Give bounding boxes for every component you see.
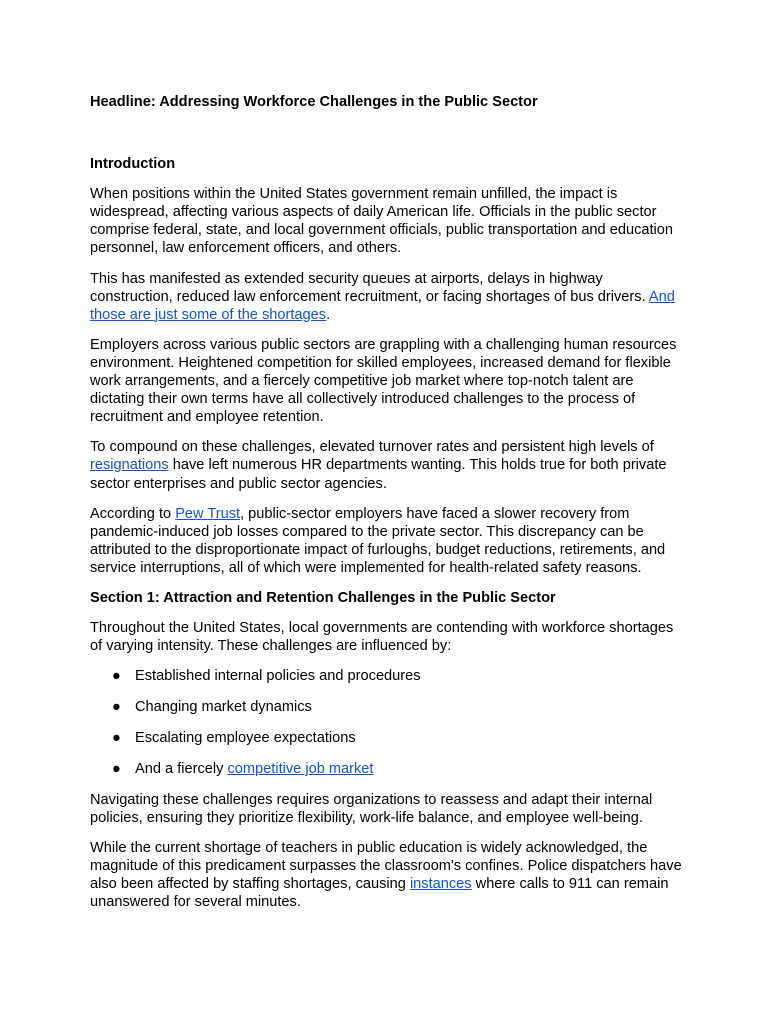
competitive-job-market-link[interactable]: competitive job market — [227, 760, 374, 777]
document-page — [90, 93, 686, 923]
paragraph-3: Employers across various public sectors are grappling with a challenging human resources environment. Heightened competition for skilled employees, increased demand for flexible work arrangements, and a fiercely competitive job market where top-notch talent are dictating their own terms have all collectively introduced challenges to the process of recruitment and employee retention. — [90, 336, 677, 426]
pew-trust-link[interactable]: Pew Trust — [175, 505, 241, 522]
paragraph-8-after: where calls to 911 can remain unanswered for several minutes. — [90, 876, 669, 911]
list-item — [90, 667, 686, 685]
list-item — [90, 698, 686, 716]
paragraph-2 — [90, 270, 686, 324]
list-item — [90, 729, 686, 747]
paragraph-4-before: To compound on these challenges, elevated turnover rates and persistent high levels of — [90, 439, 654, 456]
list-item-text: Established internal policies and procedures — [135, 668, 421, 685]
paragraph-1: When positions within the United States government remain unfilled, the impact is widespread, affecting various aspects of daily American life. Officials in the public sector comprise federal, state, and local government officials, public transportation and education personnel, law enforcement officers, and others. — [90, 186, 674, 257]
instances-link[interactable]: instances — [409, 876, 472, 893]
shortages-link[interactable]: And those are just some of the shortages — [90, 288, 675, 323]
paragraph-5-after: , public-sector employers have faced a slower recovery from pandemic-induced job losses compared to the private sector. This discrepancy can be attributed to the disproportionate impact of furloughs, budget reductions, retirements, and service interruptions, all of which were implemented for health-related safety reasons. — [90, 505, 666, 576]
bullet-icon: ● — [112, 699, 121, 716]
paragraph-4 — [90, 438, 686, 492]
paragraph-4-after: have left numerous HR departments wanting. This holds true for both private sector enterprises and public sector agencies. — [90, 457, 667, 492]
paragraph-8 — [90, 839, 686, 911]
bullet-icon: ● — [112, 668, 121, 685]
bullet-icon: ● — [112, 730, 121, 747]
introduction-heading: Introduction — [90, 156, 176, 173]
list-item — [90, 760, 686, 778]
paragraph-6: Throughout the United States, local governments are contending with workforce shortages of varying intensity. These challenges are influenced by: — [90, 620, 674, 655]
list-item-text: And a fiercely — [135, 760, 228, 777]
challenge-list — [90, 667, 686, 778]
paragraph-7: Navigating these challenges requires organizations to reassess and adapt their internal policies, ensuring they prioritize flexibility, work-life balance, and employee well-being. — [90, 791, 653, 826]
bullet-icon: ● — [112, 760, 121, 777]
paragraph-5 — [90, 505, 686, 577]
section-1-heading: Section 1: Attraction and Retention Challenges in the Public Sector — [90, 589, 556, 606]
paragraph-8-before: While the current shortage of teachers in public education is widely acknowledged, the magnitude of this predicament surpasses the classroom's confines. Police dispatchers have also been affected by staffing shortages, causing — [90, 840, 682, 893]
headline: Headline: Addressing Workforce Challenges in the Public Sector — [90, 94, 538, 110]
paragraph-2-period: . — [326, 306, 331, 323]
list-item-text: Escalating employee expectations — [135, 730, 356, 747]
paragraph-5-before: According to — [90, 505, 176, 522]
resignations-link[interactable]: resignations — [90, 457, 169, 474]
list-item-text: Changing market dynamics — [135, 699, 312, 716]
paragraph-2-text: This has manifested as extended security queues at airports, delays in highway construction, reduced law enforcement recruitment, or facing shortages of bus drivers. — [90, 270, 649, 305]
